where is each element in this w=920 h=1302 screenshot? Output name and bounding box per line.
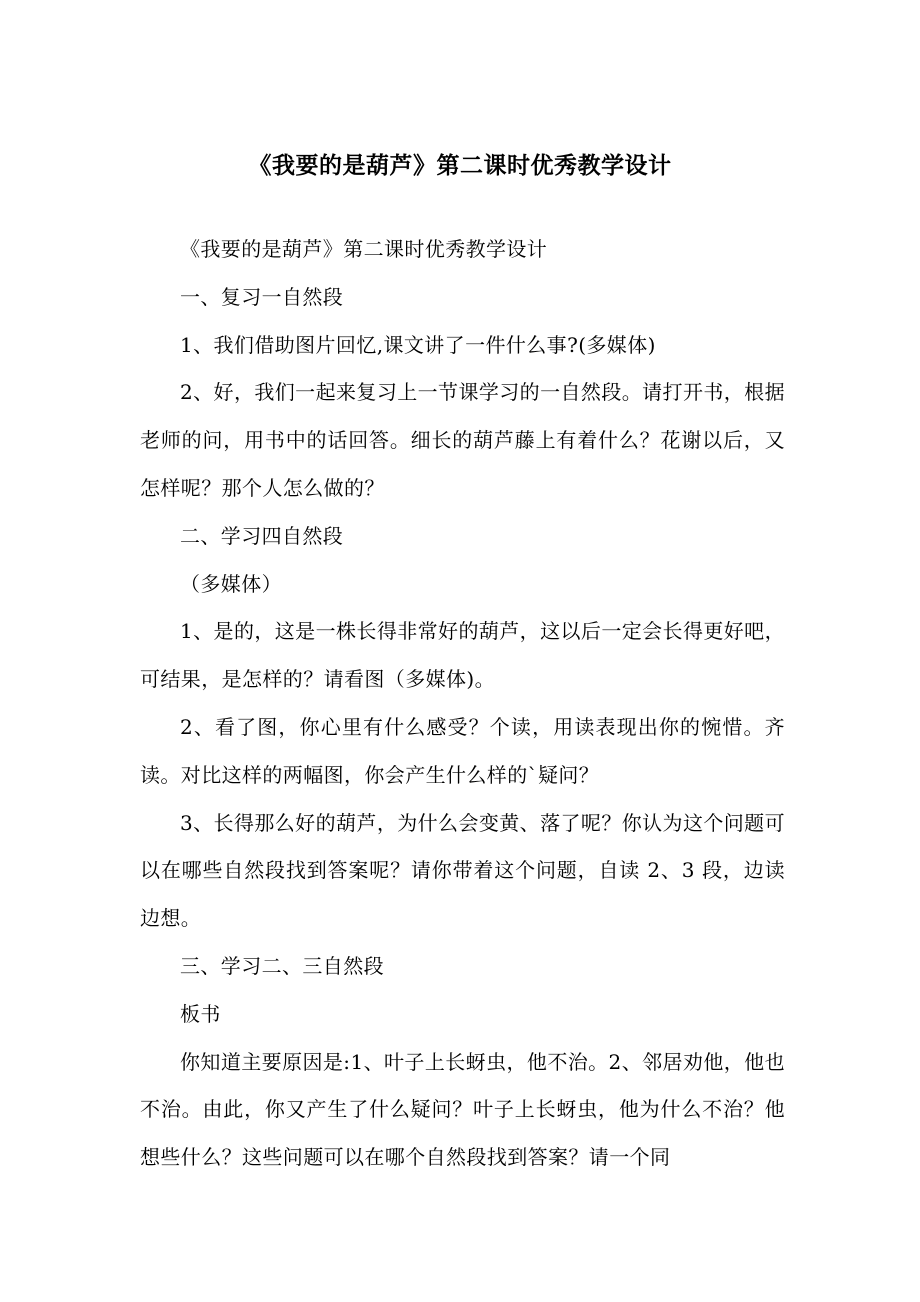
paragraph: 你知道主要原因是:1、叶子上长蚜虫，他不治。2、邻居劝他，他也不治。由此，你又产生了什么疑问？叶子上长蚜虫，他为什么不治？他想些什么？这些问题可以在哪个自然段找到答案？请一个同 xyxy=(140,1049,785,1170)
section-heading-review: 一、复习一自然段 xyxy=(180,284,344,309)
paragraph: （多媒体） xyxy=(180,571,282,596)
paragraph: 1、是的，这是一株长得非常好的葫芦，这以后一定会长得更好吧，可结果，是怎样的？请看图（多媒体)。 xyxy=(140,619,785,692)
paragraph: 3、长得那么好的葫芦，为什么会变黄、落了呢？你认为这个问题可以在哪些自然段找到答案呢？请你带着这个问题，自读 2、3 段，边读边想。 xyxy=(140,810,785,931)
section-heading-paragraph-four: 二、学习四自然段 xyxy=(180,523,344,548)
section-heading-paragraphs-two-three: 三、学习二、三自然段 xyxy=(180,953,384,978)
paragraph: 板书 xyxy=(180,1001,221,1026)
document-title: 《我要的是葫芦》第二课时优秀教学设计 xyxy=(248,153,672,179)
paragraph: 2、好，我们一起来复习上一节课学习的一自然段。请打开书，根据老师的问，用书中的话回答。细长的葫芦藤上有着什么？花谢以后，又怎样呢？那个人怎么做的？ xyxy=(140,380,785,500)
paragraph: 1、我们借助图片回忆,课文讲了一件什么事?(多媒体) xyxy=(180,332,656,357)
paragraph-heading-repeat: 《我要的是葫芦》第二课时优秀教学设计 xyxy=(180,237,548,261)
document-body xyxy=(140,226,785,1182)
paragraph: 2、看了图，你心里有什么感受？个读，用读表现出你的惋惜。齐读。对比这样的两幅图，你会产生什么样的`疑问？ xyxy=(140,714,785,787)
